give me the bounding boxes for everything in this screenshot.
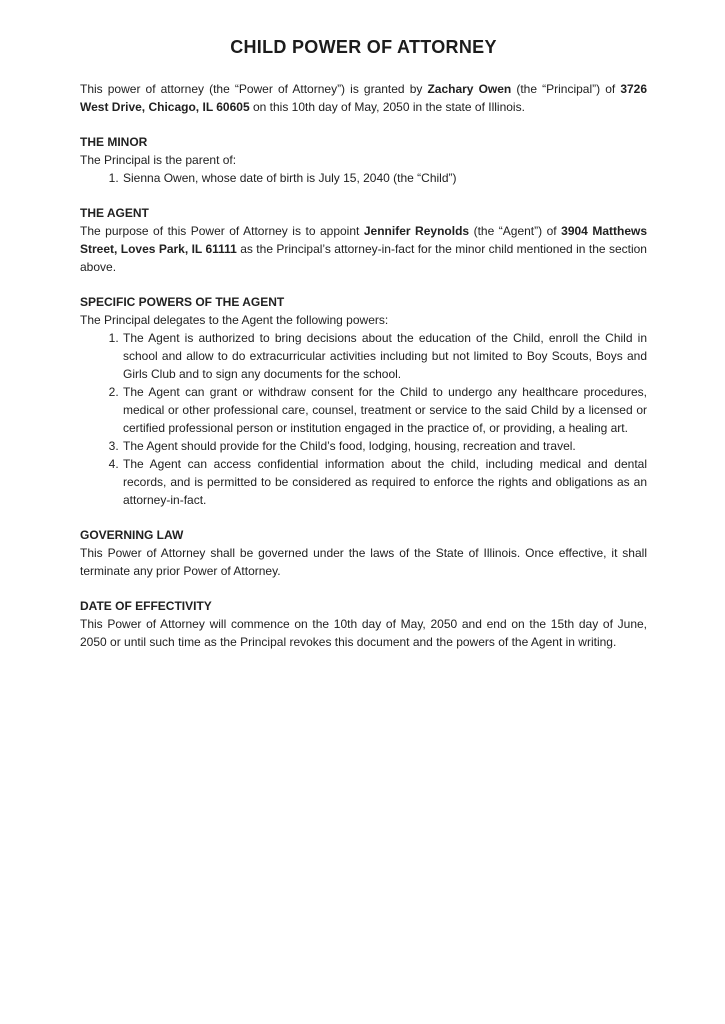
list-item: 2. The Agent can grant or withdraw consent for the Child to undergo any healthcare procedures, medical or other professional care, counsel, treatment or service to the said Child by a licensed or certified professional person or institution engaged in the practice of, or providing, a healing art.: [122, 383, 647, 437]
section-the-minor: [80, 133, 647, 187]
effectivity-heading: DATE OF EFFECTIVITY: [80, 599, 212, 613]
law-paragraph: This Power of Attorney shall be governed under the laws of the State of Illinois. Once effective, it shall terminate any prior Power of Attorney.: [80, 546, 647, 578]
minor-children-list: [80, 169, 647, 187]
law-heading: GOVERNING LAW: [80, 528, 184, 542]
powers-lead: The Principal delegates to the Agent the following powers:: [80, 313, 389, 327]
section-the-agent: [80, 204, 647, 276]
section-date-of-effectivity: [80, 597, 647, 651]
list-item: 1. Sienna Owen, whose date of birth is July 15, 2040 (the “Child”): [122, 169, 647, 187]
list-item: 4. The Agent can access confidential information about the child, including medical and dental records, and is permitted to be considered as required to enforce the rights and obligations as an attorney-in-fact.: [122, 455, 647, 509]
powers-list: [80, 329, 647, 509]
minor-heading: THE MINOR: [80, 135, 148, 149]
list-item: 3. The Agent should provide for the Child’s food, lodging, housing, recreation and travel.: [122, 437, 647, 455]
minor-lead: The Principal is the parent of:: [80, 153, 237, 167]
effectivity-paragraph: This Power of Attorney will commence on the 10th day of May, 2050 and end on the 15th day of June, 2050 or until such time as the Principal revokes this document and the powers of the Agent in writing.: [80, 617, 647, 649]
document-title: CHILD POWER OF ATTORNEY: [230, 37, 497, 57]
agent-heading: THE AGENT: [80, 206, 149, 220]
powers-heading: SPECIFIC POWERS OF THE AGENT: [80, 295, 285, 309]
section-specific-powers: [80, 293, 647, 509]
section-governing-law: [80, 526, 647, 580]
intro-paragraph: This power of attorney (the “Power of Attorney”) is granted by Zachary Owen (the “Principal”) of 3726 West Drive, Chicago, IL 60605 on this 10th day of May, 2050 in the state of Illinois.: [80, 82, 648, 114]
agent-paragraph: The purpose of this Power of Attorney is to appoint Jennifer Reynolds (the “Agent”) of 3904 Matthews Street, Loves Park, IL 61111 as the Principal’s attorney-in-fact for the minor child mentioned in the section above.: [80, 224, 648, 274]
list-item: 1. The Agent is authorized to bring decisions about the education of the Child, enroll the Child in school and allow to do extracurricular activities including but not limited to Boy Scouts, Boys and Girls Club and to sign any documents for the school.: [122, 329, 647, 383]
